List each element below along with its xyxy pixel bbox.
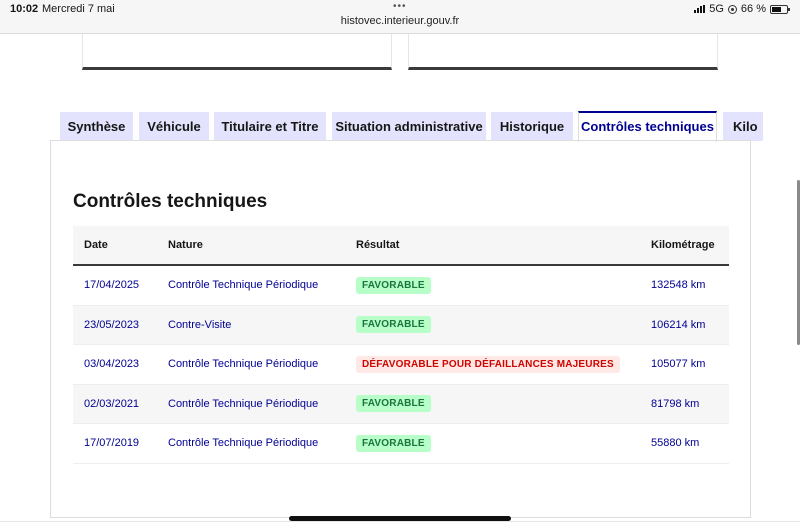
divider (0, 521, 800, 522)
row-km: 55880 km (651, 437, 700, 450)
date: Mercredi 7 mai (42, 3, 115, 15)
tab-panel (50, 140, 751, 518)
table-row (73, 424, 729, 464)
header-date: Date (84, 239, 108, 251)
table-row (73, 345, 729, 385)
row-km: 132548 km (651, 279, 706, 292)
status-badge: FAVORABLE (356, 277, 431, 294)
row-nature: Contrôle Technique Périodique (168, 397, 319, 410)
row-km: 81798 km (651, 397, 700, 410)
multitasking-dots-icon[interactable]: ••• (393, 1, 407, 12)
clock: 10:02 (10, 3, 39, 15)
table-header (73, 226, 729, 266)
signal-icon (694, 5, 705, 13)
row-date: 23/05/2023 (84, 318, 140, 331)
controls-table (73, 226, 729, 464)
tab-controles-techniques[interactable]: Contrôles techniques (578, 111, 717, 142)
row-date: 02/03/2021 (84, 397, 140, 410)
row-km: 106214 km (651, 318, 706, 331)
battery-percent: 66 % (740, 3, 766, 15)
row-km: 105077 km (651, 358, 706, 371)
row-date: 17/07/2019 (84, 437, 140, 450)
tab-vehicule[interactable]: Véhicule (139, 112, 209, 141)
battery-icon (770, 5, 788, 14)
row-nature: Contre-Visite (168, 318, 232, 331)
row-nature: Contrôle Technique Périodique (168, 279, 319, 292)
address-bar-url[interactable]: histovec.interieur.gouv.fr (340, 15, 460, 27)
system-indicators (694, 3, 788, 15)
status-badge: DÉFAVORABLE POUR DÉFAILLANCES MAJEURES (356, 356, 620, 373)
location-icon (728, 5, 737, 14)
row-date: 17/04/2025 (84, 279, 140, 292)
tab-bar (50, 111, 758, 141)
table-row (73, 385, 729, 425)
header-km: Kilométrage (651, 239, 715, 251)
status-badge: FAVORABLE (356, 395, 431, 412)
status-bar (0, 0, 800, 34)
status-badge: FAVORABLE (356, 316, 431, 333)
info-card-left (82, 34, 392, 70)
header-nature: Nature (168, 239, 203, 251)
tab-titulaire[interactable]: Titulaire et Titre (214, 112, 326, 141)
row-nature: Contrôle Technique Périodique (168, 358, 319, 371)
header-result: Résultat (356, 239, 400, 251)
tab-situation-administrative[interactable]: Situation administrative (332, 112, 486, 141)
table-row (73, 266, 729, 306)
tab-historique[interactable]: Historique (491, 112, 573, 141)
status-badge: FAVORABLE (356, 435, 431, 452)
battery-fill (772, 7, 781, 12)
table-row (73, 306, 729, 346)
network-label: 5G (709, 3, 724, 15)
row-date: 03/04/2023 (84, 358, 140, 371)
row-nature: Contrôle Technique Périodique (168, 437, 319, 450)
tab-kilometrage[interactable]: Kilo (723, 112, 763, 141)
info-card-right (408, 34, 718, 70)
section-title: Contrôles techniques (73, 191, 268, 212)
tab-synthese[interactable]: Synthèse (60, 112, 133, 141)
home-indicator[interactable] (289, 516, 511, 521)
